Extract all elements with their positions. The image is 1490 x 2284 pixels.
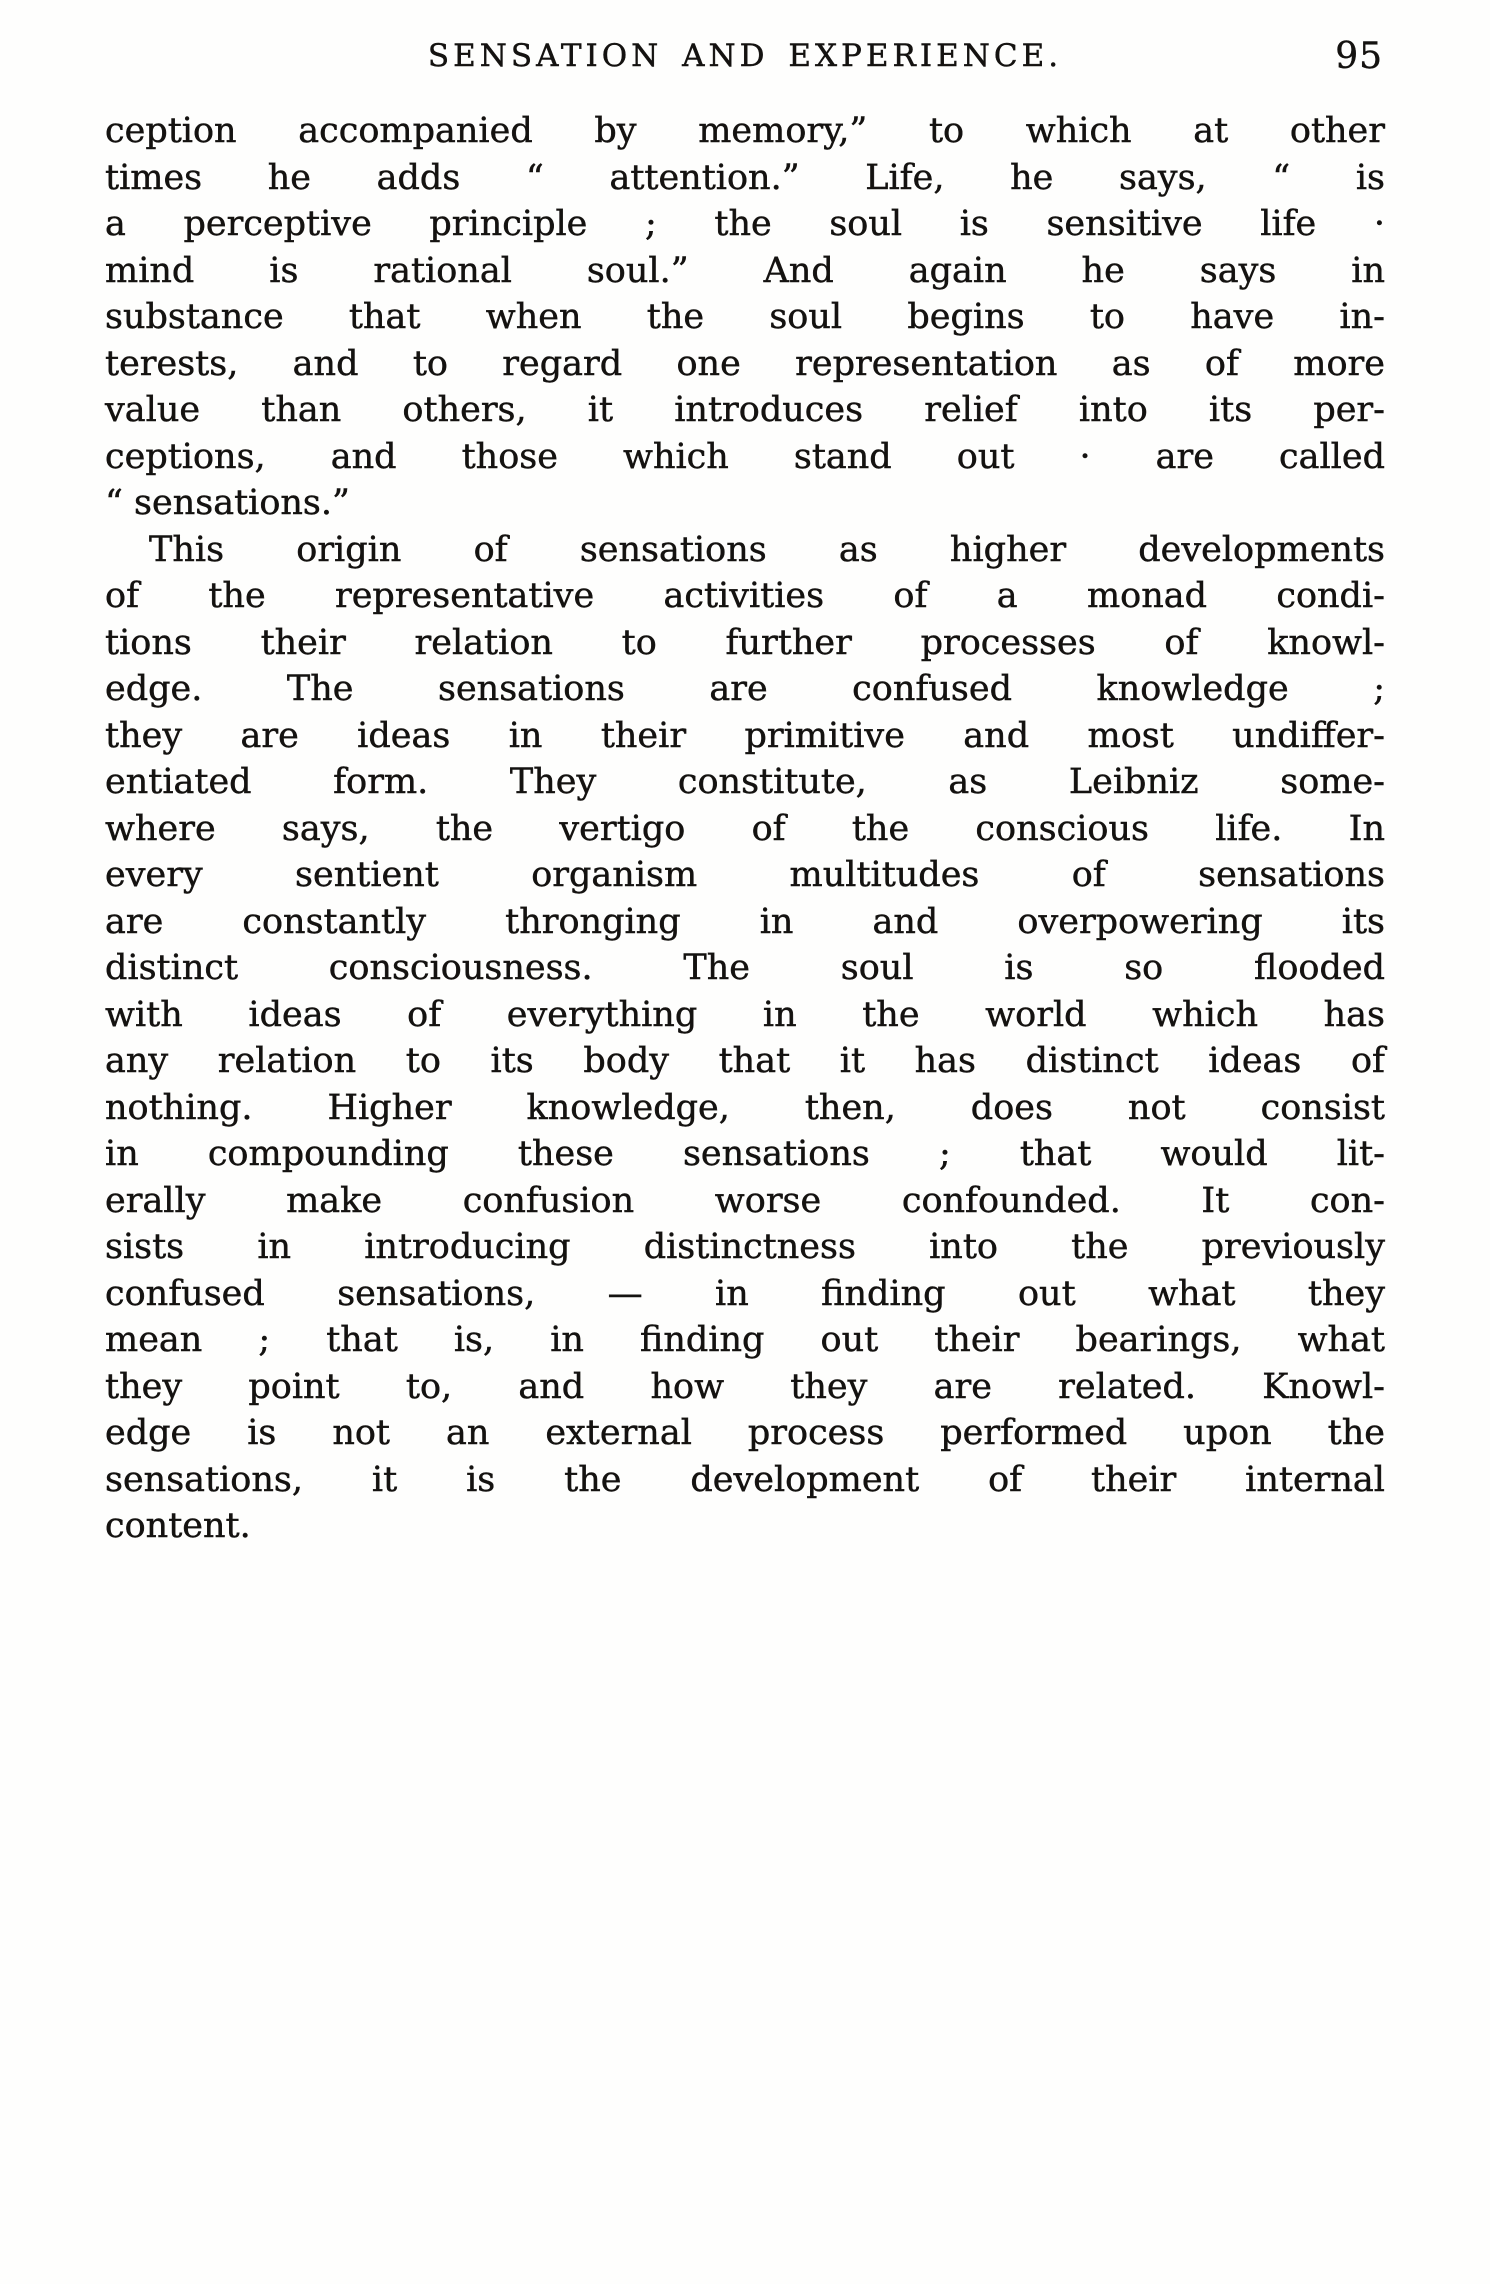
- text-line: “ sensations.”: [105, 483, 350, 523]
- text-line: times he adds “ attention.” Life, he says, “ is: [105, 157, 1385, 198]
- text-line: nothing. Higher knowledge, then, does not consist: [105, 1087, 1385, 1128]
- text-line: edge. The sensations are confused knowledge ;: [105, 669, 1385, 709]
- running-head-title: SENSATION AND EXPERIENCE.: [427, 38, 1063, 74]
- text-line: ceptions, and those which stand out · are called: [105, 436, 1385, 477]
- text-line: of the representative activities of a monad condi-: [105, 576, 1385, 616]
- text-line: mind is rational soul.” And again he says in: [105, 250, 1385, 291]
- text-line: distinct consciousness. The soul is so flooded: [105, 948, 1385, 988]
- text-line: are constantly thronging in and overpowering its: [105, 901, 1385, 942]
- text-line: mean ; that is, in finding out their bearings, what: [105, 1320, 1385, 1360]
- text-line: terests, and to regard one representation as of more: [105, 343, 1385, 384]
- text-line: a perceptive principle ; the soul is sensitive life ·: [105, 204, 1385, 244]
- text-line: tions their relation to further processes of knowl-: [105, 622, 1385, 663]
- text-line: This origin of sensations as higher developments: [149, 529, 1385, 570]
- paragraph: [105, 527, 1385, 1550]
- text-line: they are ideas in their primitive and most undiffer-: [105, 715, 1385, 756]
- text-line: erally make confusion worse confounded. It con-: [105, 1180, 1385, 1221]
- text-line: they point to, and how they are related. Knowl-: [105, 1366, 1385, 1407]
- text-line: edge is not an external process performed upon the: [105, 1413, 1385, 1453]
- text-line: ception accompanied by memory,” to which at other: [105, 111, 1385, 151]
- text-line: with ideas of everything in the world which has: [105, 994, 1385, 1035]
- text-line: value than others, it introduces relief into its per-: [105, 390, 1385, 430]
- paragraph: [105, 108, 1385, 527]
- text-line: sists in introducing distinctness into the previously: [105, 1227, 1385, 1267]
- text-line: entiated form. They constitute, as Leibniz some-: [105, 762, 1385, 802]
- text-line: content.: [105, 1506, 251, 1546]
- text-body: [105, 108, 1385, 1550]
- page-header: [105, 38, 1385, 90]
- page-number: 95: [1335, 36, 1383, 77]
- text-line: substance that when the soul begins to have in-: [105, 297, 1385, 337]
- text-line: confused sensations, — in finding out what they: [105, 1273, 1385, 1314]
- text-line: every sentient organism multitudes of sensations: [105, 855, 1385, 895]
- text-line: sensations, it is the development of their internal: [105, 1459, 1385, 1500]
- text-line: where says, the vertigo of the conscious life. In: [105, 808, 1385, 849]
- text-line: in compounding these sensations ; that would lit-: [105, 1134, 1385, 1174]
- text-line: any relation to its body that it has distinct ideas of: [105, 1041, 1385, 1081]
